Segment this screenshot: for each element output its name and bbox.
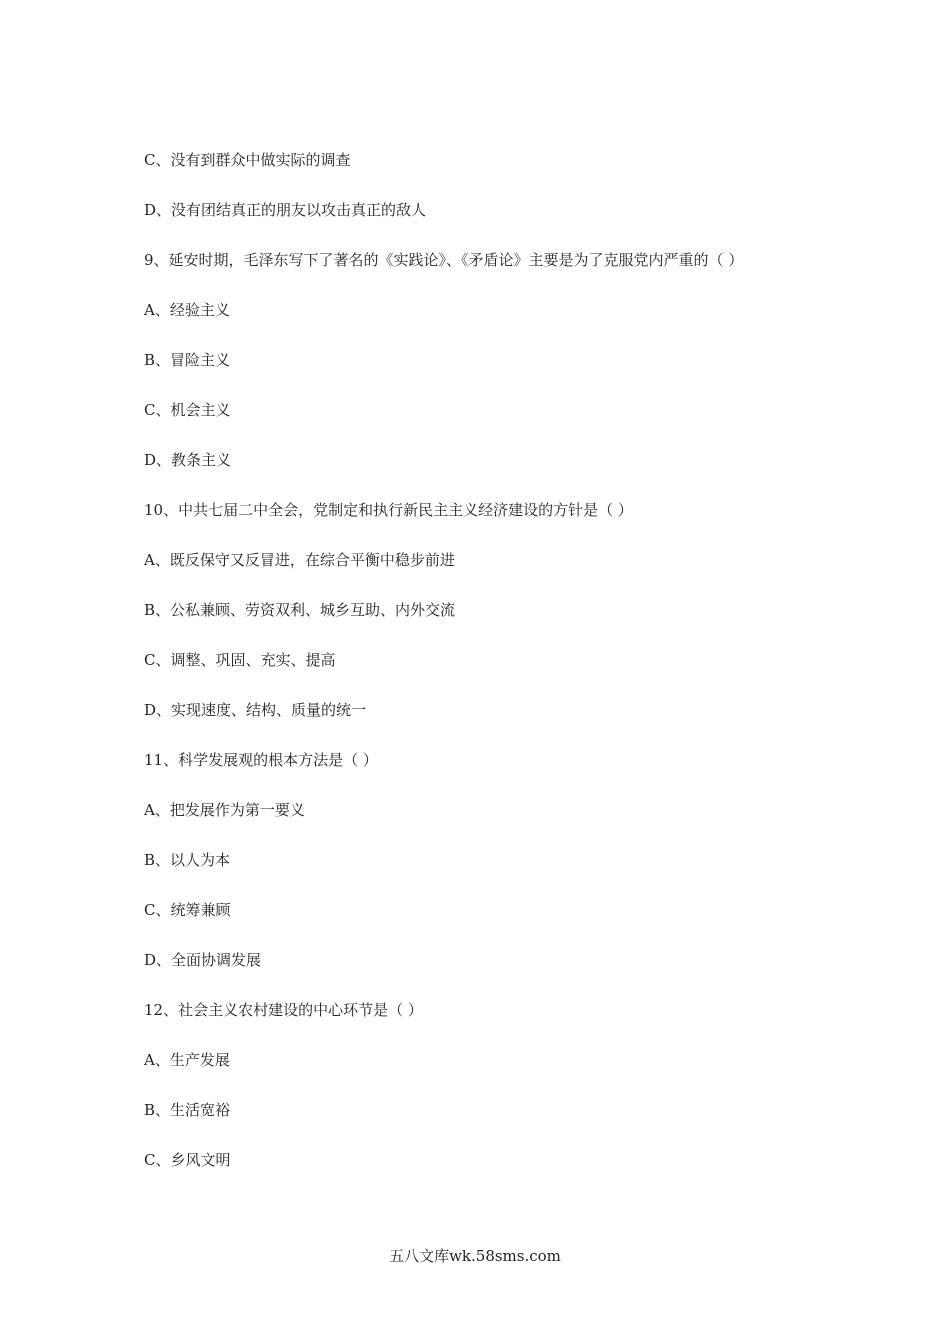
question-9	[144, 248, 814, 273]
option-line: B、以人为本	[144, 851, 231, 869]
option-line: D、实现速度、结构、质量的统一	[144, 701, 367, 719]
option-line: B、公私兼顾、劳资双利、城乡互助、内外交流	[144, 601, 456, 619]
question-11	[144, 748, 814, 773]
option-line: D、没有团结真正的朋友以攻击真正的敌人	[144, 201, 427, 219]
question-text: 10、中共七届二中全会，党制定和执行新民主主义经济建设的方针是（ ）	[144, 501, 633, 519]
option-line: C、机会主义	[144, 401, 231, 419]
option-line: A、把发展作为第一要义	[144, 801, 305, 819]
option-line: C、统筹兼顾	[144, 901, 231, 919]
question-10	[144, 498, 814, 523]
option-line: D、全面协调发展	[144, 951, 262, 969]
option-line: A、经验主义	[144, 301, 230, 319]
option-line: C、调整、巩固、充实、提高	[144, 651, 336, 669]
question-12	[144, 998, 814, 1023]
option-line: B、生活宽裕	[144, 1101, 231, 1119]
question-text: 11、科学发展观的根本方法是（ ）	[144, 751, 378, 769]
option-line: C、没有到群众中做实际的调查	[144, 151, 351, 169]
option-line: D、教条主义	[144, 451, 232, 469]
option-line: A、生产发展	[144, 1051, 230, 1069]
footer-watermark: 五八文库wk.58sms.com	[389, 1247, 561, 1265]
option-line: C、乡风文明	[144, 1151, 231, 1169]
document-content	[144, 148, 814, 1198]
question-text: 12、社会主义农村建设的中心环节是（ ）	[144, 1001, 423, 1019]
option-line: A、既反保守又反冒进，在综合平衡中稳步前进	[144, 551, 455, 569]
option-line: B、冒险主义	[144, 351, 231, 369]
question-text: 9、延安时期，毛泽东写下了著名的《实践论》、《矛盾论》主要是为了克服党内严重的（ ）	[144, 251, 744, 269]
